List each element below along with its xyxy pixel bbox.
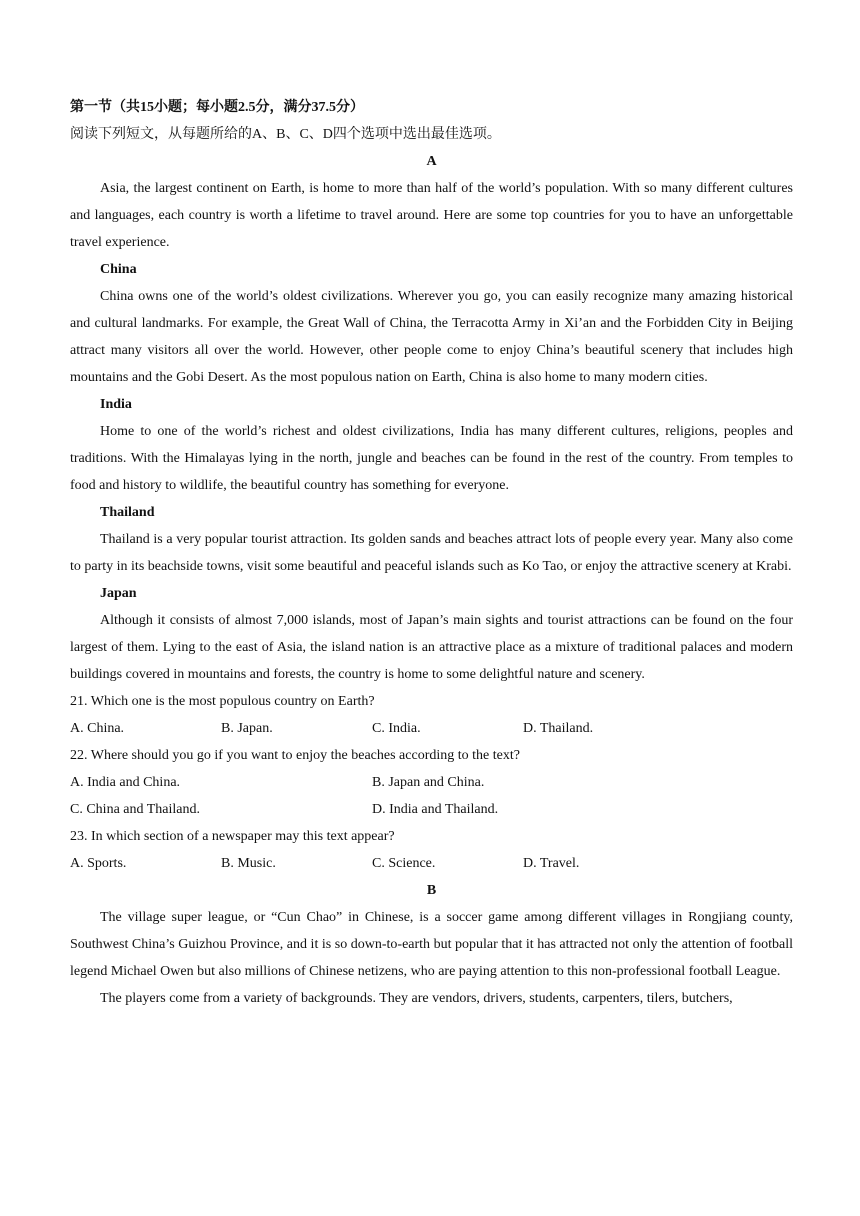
section-heading: 第一节（共15小题；每小题2.5分，满分37.5分）: [70, 100, 364, 115]
section-text-thailand: Thailand is a very popular tourist attraction. Its golden sands and beaches attract lots of people every year. Many also come to party in its beachside towns, visit some beautiful and peaceful islands such as Ko Tao, or enjoy the attractive scenery at Krabi.: [70, 532, 793, 574]
question-23-stem: 23. In which section of a newspaper may this text appear?: [70, 829, 395, 844]
question-22-stem: 22. Where should you go if you want to enjoy the beaches according to the text?: [70, 748, 520, 763]
question-22-options-row-2: [70, 796, 793, 823]
section-text-india: Home to one of the world’s richest and oldest civilizations, India has many different cultures, religions, peoples and traditions. With the Himalayas lying in the north, jungle and beaches can be found in the rest of the country. From temples to food and history to wildlife, the beautiful country has something for everyone.: [70, 424, 793, 493]
question-22-option-b: B. Japan and China.: [372, 775, 485, 790]
section-title-china: China: [100, 262, 137, 277]
section-title-thailand: Thailand: [100, 505, 155, 520]
question-23-option-d: D. Travel.: [523, 856, 580, 871]
question-22-option-c: C. China and Thailand.: [70, 802, 200, 817]
question-22-option-a: A. India and China.: [70, 775, 181, 790]
question-21-option-a: A. China.: [70, 721, 125, 736]
question-22-option-d: D. India and Thailand.: [372, 802, 499, 817]
exam-page: [70, 94, 793, 1012]
question-21-option-d: D. Thailand.: [523, 721, 594, 736]
question-22-options-row-1: [70, 769, 793, 796]
passage-b-paragraph-1: The village super league, or “Cun Chao” in Chinese, is a soccer game among different villages in Rongjiang county, Southwest China’s Guizhou Province, and it is so down-to-earth but popular that it has attracted not only the attention of football legend Michael Owen but also millions of Chinese netizens, who are paying attention to this non-professional football League.: [70, 910, 793, 979]
passage-b-paragraph-2: The players come from a variety of backgrounds. They are vendors, drivers, students, carpenters, tilers, butchers,: [100, 991, 733, 1006]
question-23-options: [70, 850, 793, 877]
instruction: 阅读下列短文，从每题所给的A、B、C、D四个选项中选出最佳选项。: [70, 127, 501, 142]
question-21-options: [70, 715, 793, 742]
section-text-japan: Although it consists of almost 7,000 islands, most of Japan’s main sights and tourist attractions can be found on the four largest of them. Lying to the east of Asia, the island nation is an attractive place as a mixture of traditional palaces and modern buildings covered in mountains and forests, the country is home to some delightful nature and scenery.: [70, 613, 793, 682]
section-title-japan: Japan: [100, 586, 137, 601]
section-title-india: India: [100, 397, 132, 412]
question-21-stem: 21. Which one is the most populous country on Earth?: [70, 694, 375, 709]
question-23-option-a: A. Sports.: [70, 856, 127, 871]
passage-a-intro: Asia, the largest continent on Earth, is home to more than half of the world’s population. With so many different cultures and languages, each country is worth a lifetime to travel around. Here are some top countries for you to have an unforgettable travel experience.: [70, 181, 793, 250]
passage-a-label: A: [426, 154, 437, 169]
section-text-china: China owns one of the world’s oldest civilizations. Wherever you go, you can easily recognize many amazing historical and cultural landmarks. For example, the Great Wall of China, the Terracotta Army in Xi’an and the Forbidden City in Beijing attract many visitors all over the world. However, other people come to enjoy China’s beautiful scenery that includes high mountains and the Gobi Desert. As the most populous nation on Earth, China is also home to many modern cities.: [70, 289, 793, 385]
passage-b-label: B: [426, 883, 437, 898]
question-23-option-c: C. Science.: [372, 856, 436, 871]
question-21-option-c: C. India.: [372, 721, 421, 736]
question-23-option-b: B. Music.: [221, 856, 276, 871]
question-21-option-b: B. Japan.: [221, 721, 273, 736]
